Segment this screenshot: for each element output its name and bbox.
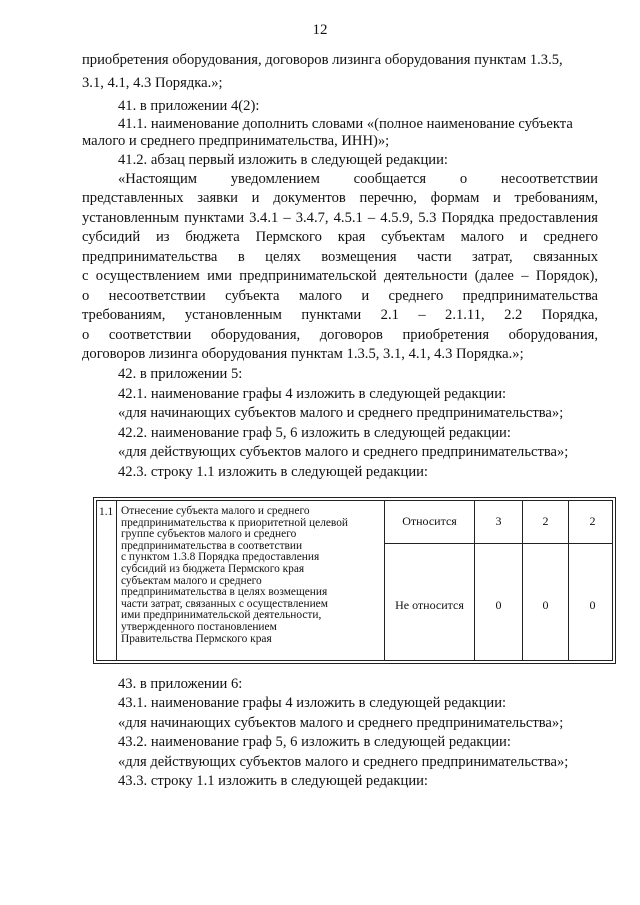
option-label: Относится	[402, 514, 457, 528]
col-divider	[116, 501, 117, 660]
text-line: 43. в приложении 6:	[118, 676, 243, 692]
description-line: субсидий из бюджета Пермского края	[121, 562, 305, 575]
text-line: требованиям, установленным пунктами 2.1 – 2.1.11, 2.2 Порядка,	[82, 307, 598, 323]
page-number: 12	[312, 22, 328, 38]
criterion-description	[121, 506, 383, 645]
option-label: Не относится	[395, 598, 464, 612]
text-line: договоров лизинга оборудования пунктам 1.3.5, 3.1, 4.1, 4.3 Порядка.»;	[82, 346, 524, 362]
text-line: 42.2. наименование граф 5, 6 изложить в следующей редакции:	[118, 425, 511, 441]
text-line: 42.1. наименование графы 4 изложить в следующей редакции:	[118, 386, 507, 402]
text-line: 41.2. абзац первый изложить в следующей редакции:	[118, 152, 448, 168]
text-line: субсидий из бюджета Пермского края субъектам малого и среднего	[82, 229, 598, 245]
text-line: с осуществлением ими предпринимательской деятельности (далее – Порядок),	[82, 268, 598, 284]
text-line: установленным пунктами 3.4.1 – 3.4.7, 4.5.1 – 4.5.9, 5.3 Порядка предоставления	[82, 210, 598, 226]
text-line: представленных заявки и документов перечню, формам и требованиям,	[82, 190, 598, 206]
amendment-table	[93, 497, 616, 664]
description-line: ими предпринимательской деятельности,	[121, 609, 322, 622]
description-line: с пунктом 1.3.8 Порядка предоставления	[121, 551, 320, 564]
text-line: о соответствии оборудования, договоров приобретения оборудования,	[82, 327, 598, 343]
description-line: группе субъектов малого и среднего	[121, 528, 297, 541]
text-line: 42.3. строку 1.1 изложить в следующей редакции:	[118, 464, 428, 480]
text-line: 41.1. наименование дополнить словами «(полное наименование субъекта	[118, 116, 573, 132]
description-line: утвержденного постановлением	[121, 620, 277, 633]
score-cell: 0	[542, 598, 549, 612]
text-line: «для начинающих субъектов малого и среднего предпринимательства»;	[118, 715, 564, 731]
description-line: Отнесение субъекта малого и среднего	[121, 505, 310, 517]
score-cell: 2	[589, 514, 596, 528]
text-line: приобретения оборудования, договоров лизинга оборудования пунктам 1.3.5,	[82, 52, 563, 68]
table-inner-border	[96, 500, 613, 661]
text-line: «для начинающих субъектов малого и среднего предпринимательства»;	[118, 405, 564, 421]
text-line: 43.2. наименование граф 5, 6 изложить в следующей редакции:	[118, 734, 511, 750]
score-cell: 3	[495, 514, 502, 528]
text-line: о несоответствии субъекта малого и среднего предпринимательства	[82, 288, 598, 304]
description-line: предпринимательства к приоритетной целевой	[121, 516, 349, 529]
text-line: предпринимательства в целях возмещения части затрат, связанных	[82, 249, 598, 265]
description-line: части затрат, связанных с осуществлением	[121, 597, 328, 610]
text-line: 42. в приложении 5:	[118, 366, 243, 382]
score-cell: 0	[495, 598, 502, 612]
text-line: 43.3. строку 1.1 изложить в следующей редакции:	[118, 773, 428, 789]
score-cell: 2	[542, 514, 549, 528]
text-line: «для действующих субъектов малого и среднего предпринимательства»;	[118, 444, 569, 460]
row-divider	[384, 543, 612, 544]
text-line: «для действующих субъектов малого и среднего предпринимательства»;	[118, 754, 569, 770]
text-line: 3.1, 4.1, 4.3 Порядка.»;	[82, 75, 223, 91]
description-line: Правительства Пермского края	[121, 632, 272, 645]
text-line: «Настоящим уведомлением сообщается о несоответствии	[118, 171, 598, 187]
description-line: предпринимательства в соответствии	[121, 539, 303, 552]
score-cell: 0	[589, 598, 596, 612]
text-line: 43.1. наименование графы 4 изложить в следующей редакции:	[118, 695, 507, 711]
row-number: 1.1	[99, 506, 114, 518]
description-line: субъектам малого и среднего	[121, 574, 262, 587]
description-line: предпринимательства в целях возмещения	[121, 586, 328, 599]
text-line: 41. в приложении 4(2):	[118, 98, 260, 114]
text-line: малого и среднего предпринимательства, ИНН)»;	[82, 133, 390, 149]
